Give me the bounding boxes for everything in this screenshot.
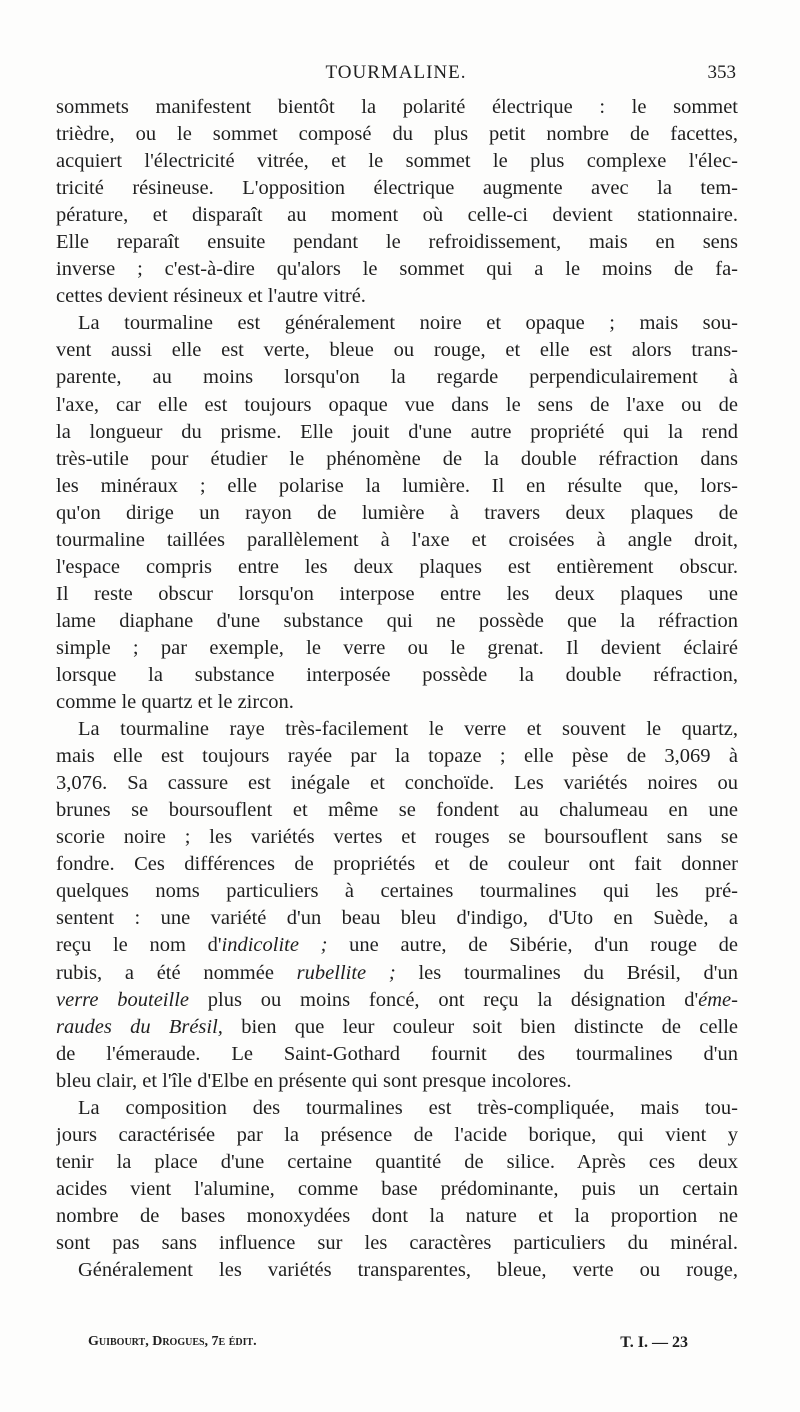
- text-line: acquiert l'électricité vitrée, et le sommet le plus complexe l'élec-: [56, 150, 738, 173]
- text-line: sentent : une variété d'un beau bleu d'indigo, d'Uto en Suède, a: [56, 907, 738, 930]
- text-line: tricité résineuse. L'opposition électrique augmente avec la tem-: [56, 177, 738, 200]
- text-line: les minéraux ; elle polarise la lumière. Il en résulte que, lors-: [56, 474, 738, 497]
- text-segment: reçu le nom d': [56, 934, 222, 957]
- text-line: vent aussi elle est verte, bleue ou rouge, et elle est alors trans-: [56, 339, 738, 362]
- text-line: l'espace compris entre les deux plaques est entièrement obscur.: [56, 555, 738, 578]
- text-line: comme le quartz et le zircon.: [56, 691, 294, 714]
- text-line: simple ; par exemple, le verre ou le grenat. Il devient éclairé: [56, 636, 738, 659]
- text-line: lorsque la substance interposée possède la double réfraction,: [56, 663, 738, 686]
- running-head: [56, 62, 736, 92]
- text-line: bleu clair, et l'île d'Elbe en présente qui sont presque incolores.: [56, 1069, 572, 1092]
- italic-term: indicolite ;: [221, 934, 328, 957]
- text-line: 3,076. Sa cassure est inégale et conchoïde. Les variétés noires ou: [56, 772, 738, 795]
- text-line: parente, au moins lorsqu'on la regarde perpendiculairement à: [56, 366, 738, 389]
- text-line: La tourmaline est généralement noire et opaque ; mais sou-: [78, 312, 738, 335]
- footer: [88, 1334, 688, 1358]
- text-line: inverse ; c'est-à-dire qu'alors le sommet qui a le moins de fa-: [56, 258, 738, 281]
- text-line: sont pas sans influence sur les caractères particuliers du minéral.: [56, 1231, 738, 1254]
- text-line: cettes devient résineux et l'autre vitré.: [56, 285, 366, 308]
- text-line: l'axe, car elle est toujours opaque vue dans le sens de l'axe ou de: [56, 393, 738, 416]
- text-line: la longueur du prisme. Elle jouit d'une autre propriété qui la rend: [56, 420, 738, 443]
- text-line: de l'émeraude. Le Saint-Gothard fournit des tourmalines d'un: [56, 1042, 738, 1065]
- text-line: qu'on dirige un rayon de lumière à travers deux plaques de: [56, 501, 738, 524]
- text-segment: plus ou moins foncé, ont reçu la désignation d': [189, 988, 699, 1011]
- footer-signature: Guibourt, Drogues, 7e édit.: [88, 1334, 257, 1349]
- text-line: tenir la place d'une certaine quantité de silice. Après ces deux: [56, 1150, 738, 1173]
- text-line: [56, 932, 738, 959]
- text-segment: une autre, de Sibérie, d'un rouge de: [327, 934, 738, 957]
- italic-term: rubellite ;: [296, 961, 396, 984]
- text-line: très-utile pour étudier le phénomène de la double réfraction dans: [56, 447, 738, 470]
- text-line: nombre de bases monoxydées dont la nature et la proportion ne: [56, 1204, 738, 1227]
- text-line: trièdre, ou le sommet composé du plus petit nombre de facettes,: [56, 123, 738, 146]
- text-line: La composition des tourmalines est très-compliquée, mais tou-: [78, 1096, 738, 1119]
- text-line: Elle reparaît ensuite pendant le refroidissement, mais en sens: [56, 231, 738, 254]
- page-number: 353: [707, 62, 736, 83]
- text-line: scorie noire ; les variétés vertes et rouges se boursouflent sans se: [56, 826, 738, 849]
- text-line: tourmaline taillées parallèlement à l'axe et croisées à angle droit,: [56, 528, 738, 551]
- italic-term: verre bouteille: [56, 988, 189, 1011]
- footer-volume-sheet: T. I. — 23: [620, 1334, 688, 1351]
- text-line: jours caractérisée par la présence de l'acide borique, qui vient y: [56, 1123, 738, 1146]
- text-line: Il reste obscur lorsqu'on interpose entre les deux plaques une: [56, 582, 738, 605]
- italic-term: raudes du Brésil,: [56, 1015, 223, 1038]
- text-line: lame diaphane d'une substance qui ne possède que la réfraction: [56, 609, 738, 632]
- text-line: pérature, et disparaît au moment où celle-ci devient stationnaire.: [56, 204, 738, 227]
- text-segment: rubis, a été nommée: [56, 961, 297, 984]
- text-line: fondre. Ces différences de propriétés et de couleur ont fait donner: [56, 853, 738, 876]
- text-line: [56, 1014, 738, 1041]
- text-line: La tourmaline raye très-facilement le verre et souvent le quartz,: [78, 718, 738, 741]
- text-line: Généralement les variétés transparentes, bleue, verte ou rouge,: [78, 1259, 738, 1282]
- text-line: [56, 987, 738, 1014]
- text-line: sommets manifestent bientôt la polarité électrique : le sommet: [56, 96, 738, 118]
- running-title: TOURMALINE.: [325, 62, 467, 83]
- text-line: quelques noms particuliers à certaines tourmalines qui les pré-: [56, 880, 738, 903]
- text-line: [56, 960, 738, 987]
- text-line: brunes se boursouflent et même se fondent au chalumeau en une: [56, 799, 738, 822]
- text-line: acides vient l'alumine, comme base prédominante, puis un certain: [56, 1177, 738, 1200]
- italic-term: éme-: [698, 988, 738, 1011]
- text-line: mais elle est toujours rayée par la topaze ; elle pèse de 3,069 à: [56, 745, 738, 768]
- body-text: [56, 94, 738, 1284]
- text-segment: bien que leur couleur soit bien distincte de celle: [222, 1015, 738, 1038]
- text-segment: les tourmalines du Brésil, d'un: [395, 961, 738, 984]
